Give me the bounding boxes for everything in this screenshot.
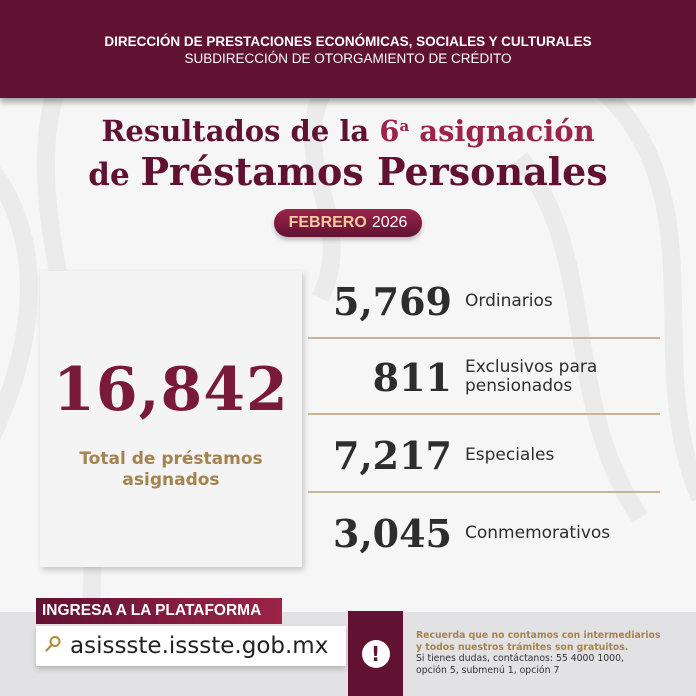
stat-label-line1: Conmemorativos xyxy=(465,522,611,543)
platform-url[interactable]: asissste.issste.gob.mx xyxy=(70,633,329,659)
title-assignment: asignación xyxy=(409,114,595,148)
ordinal-number: 6 xyxy=(379,114,400,148)
page-title-line2 xyxy=(0,149,696,194)
stat-value: 5,769 xyxy=(333,278,452,324)
platform-label: INGRESA A LA PLATAFORMA xyxy=(36,598,282,624)
exclamation-icon: ! xyxy=(362,640,390,668)
title-de: de xyxy=(88,157,141,193)
stat-label-line1: Exclusivos para xyxy=(465,357,598,377)
stat-label xyxy=(465,417,554,493)
stat-row-exclusivos xyxy=(308,339,660,415)
divider xyxy=(308,491,660,493)
url-link[interactable] xyxy=(36,626,346,666)
title-prefix: Resultados de la xyxy=(101,114,380,148)
notice-warning-line1: Recuerda que no contamos con intermediarios xyxy=(416,630,661,641)
stat-value: 7,217 xyxy=(333,432,452,478)
stat-row-especiales xyxy=(308,417,660,493)
notice-text xyxy=(416,630,686,676)
date-badge xyxy=(274,209,422,237)
stat-value: 811 xyxy=(372,354,452,400)
total-label xyxy=(40,449,302,491)
stat-label xyxy=(465,263,553,339)
notice-contact-line1: Si tienes dudas, contáctanos: 55 4000 1000, xyxy=(416,653,624,664)
stat-label-line1: Ordinarios xyxy=(465,290,553,311)
stat-label xyxy=(465,495,610,571)
stat-row-conmemorativos xyxy=(308,495,660,571)
stat-row-ordinarios xyxy=(308,263,660,339)
total-value: 16,842 xyxy=(53,355,289,425)
notice-contact-line2: opción 5, submenú 1, opción 7 xyxy=(416,664,560,676)
date-month: FEBRERO xyxy=(288,214,367,231)
page-title-line1 xyxy=(0,114,696,148)
total-label-line2: asignados xyxy=(122,470,220,490)
title-main: Préstamos Personales xyxy=(140,149,608,194)
stat-label-line2: pensionados xyxy=(465,376,573,396)
total-label-line1: Total de préstamos xyxy=(79,449,263,469)
stat-label xyxy=(465,339,597,415)
header-subdirection: SUBDIRECCIÓN DE OTORGAMIENTO DE CRÉDITO xyxy=(184,51,512,66)
notice-warning-line2: y todos nuestros trámites son gratuitos. xyxy=(416,641,629,653)
divider xyxy=(308,413,660,415)
alert-block xyxy=(348,611,403,696)
date-year: 2026 xyxy=(371,214,408,231)
stat-label-line1: Especiales xyxy=(465,444,555,465)
header-banner xyxy=(0,0,696,98)
ordinal-suffix: a xyxy=(399,117,410,135)
header-direction: DIRECCIÓN DE PRESTACIONES ECONÓMICAS, SOCIALES Y CULTURALES xyxy=(104,34,592,49)
title-ordinal xyxy=(379,114,594,148)
search-icon xyxy=(44,635,62,657)
stat-value: 3,045 xyxy=(333,510,452,556)
